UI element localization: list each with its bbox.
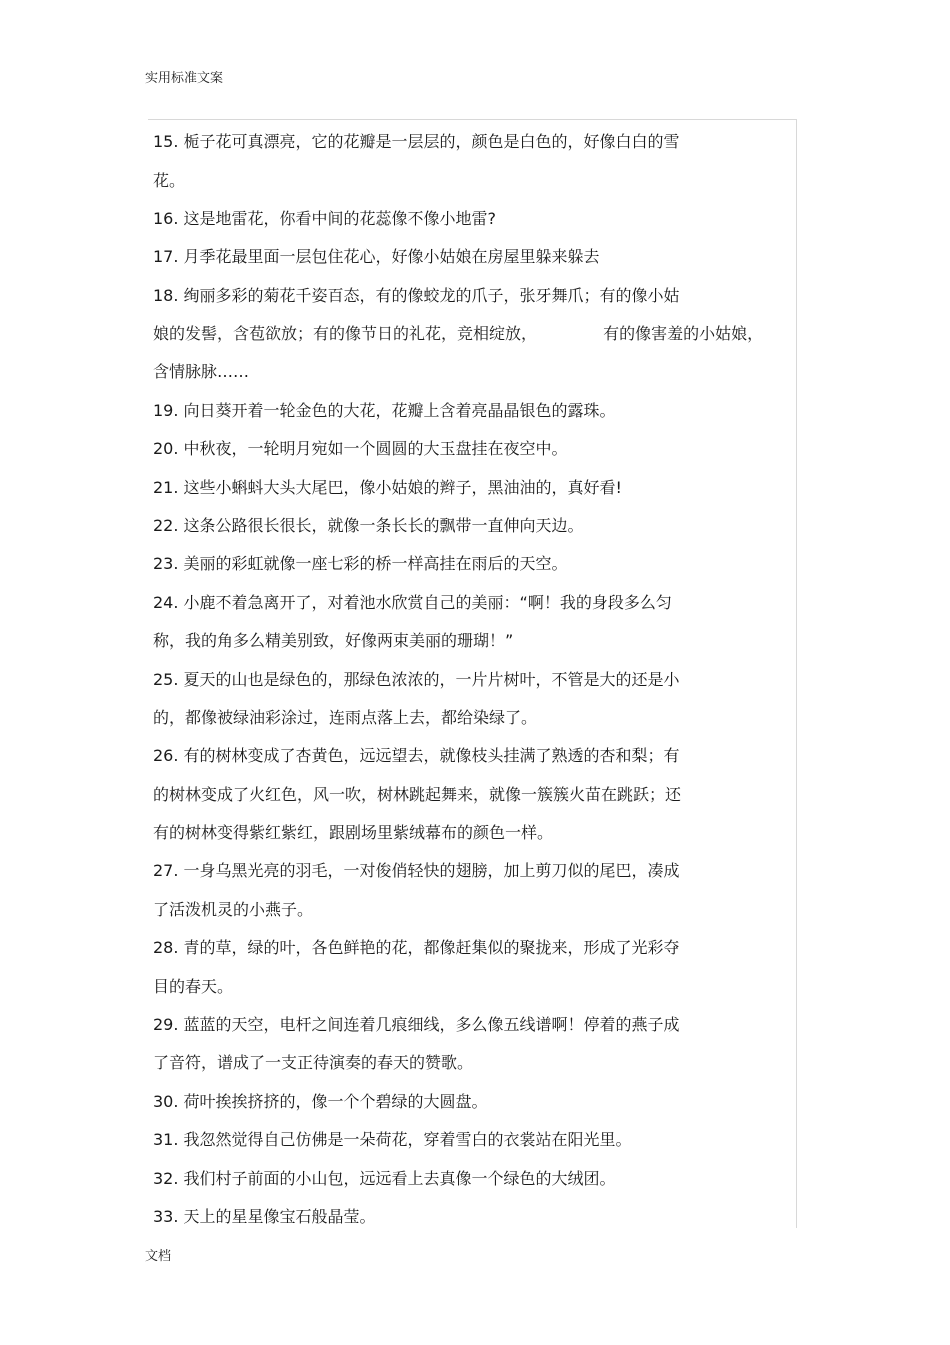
text-line: 了活泼机灵的小燕子。 xyxy=(153,900,314,919)
text-line: 目的春天。 xyxy=(153,977,234,996)
text-line: 19. 向日葵开着一轮金色的大花，花瓣上含着亮晶晶银色的露珠。 xyxy=(153,401,616,420)
text-line: 23. 美丽的彩虹就像一座七彩的桥一样高挂在雨后的天空。 xyxy=(153,554,568,573)
text-line: 的树林变成了火红色，风一吹，树林跳起舞来，就像一簇簇火苗在跳跃；还 xyxy=(153,785,682,804)
text-line: 20. 中秋夜，一轮明月宛如一个圆圆的大玉盘挂在夜空中。 xyxy=(153,439,568,458)
text-line: 28. 青的草，绿的叶，各色鲜艳的花，都像赶集似的聚拢来，形成了光彩夺 xyxy=(153,938,680,957)
text-line: 31. 我忽然觉得自己仿佛是一朵荷花，穿着雪白的衣裳站在阳光里。 xyxy=(153,1130,632,1149)
text-line: 花。 xyxy=(153,171,186,190)
text-line: 的，都像被绿油彩涂过，连雨点落上去，都给染绿了。 xyxy=(153,708,538,727)
text-line: 25. 夏天的山也是绿色的，那绿色浓浓的，一片片树叶，不管是大的还是小 xyxy=(153,670,680,689)
text-line: 18. 绚丽多彩的菊花千姿百态，有的像蛟龙的爪子，张牙舞爪；有的像小姑 xyxy=(153,286,680,305)
text-line: 30. 荷叶挨挨挤挤的，像一个个碧绿的大圆盘。 xyxy=(153,1092,488,1111)
text-line: 16. 这是地雷花，你看中间的花蕊像不像小地雷? xyxy=(153,209,497,228)
text-line: 含情脉脉…… xyxy=(153,362,250,381)
text-line: 21. 这些小蝌蚪大头大尾巴，像小姑娘的辫子，黑油油的，真好看! xyxy=(153,478,622,497)
text-line: 32. 我们村子前面的小山包，远远看上去真像一个绿色的大绒团。 xyxy=(153,1169,616,1188)
text-line: 29. 蓝蓝的天空，电杆之间连着几痕细线，多么像五线谱啊！停着的燕子成 xyxy=(153,1015,680,1034)
text-line: 有的树林变得紫红紫红，跟剧场里紫绒幕布的颜色一样。 xyxy=(153,823,554,842)
text-line: 22. 这条公路很长很长，就像一条长长的飘带一直伸向天边。 xyxy=(153,516,584,535)
text-line: 称，我的角多么精美别致，好像两束美丽的珊瑚！” xyxy=(153,631,514,650)
page-footer: 文档 xyxy=(145,1249,172,1264)
page-header: 实用标准文案 xyxy=(145,71,224,86)
text-line: 15. 栀子花可真漂亮，它的花瓣是一层层的，颜色是白色的，好像白白的雪 xyxy=(153,132,680,151)
text-line: 24. 小鹿不着急离开了，对着池水欣赏自己的美丽：“啊！我的身段多么匀 xyxy=(153,593,672,612)
text-line: 17. 月季花最里面一层包住花心，好像小姑娘在房屋里躲来躲去 xyxy=(153,247,600,266)
text-line: 娘的发髻，含苞欲放；有的像节日的礼花，竞相绽放， 有的像害羞的小姑娘， xyxy=(153,324,764,343)
text-line: 27. 一身乌黑光亮的羽毛，一对俊俏轻快的翅膀，加上剪刀似的尾巴，凑成 xyxy=(153,861,680,880)
text-line: 33. 天上的星星像宝石般晶莹。 xyxy=(153,1207,376,1226)
text-line: 了音符，谱成了一支正待演奏的春天的赞歌。 xyxy=(153,1053,474,1072)
text-line: 26. 有的树林变成了杏黄色，远远望去，就像枝头挂满了熟透的杏和梨；有 xyxy=(153,746,680,765)
